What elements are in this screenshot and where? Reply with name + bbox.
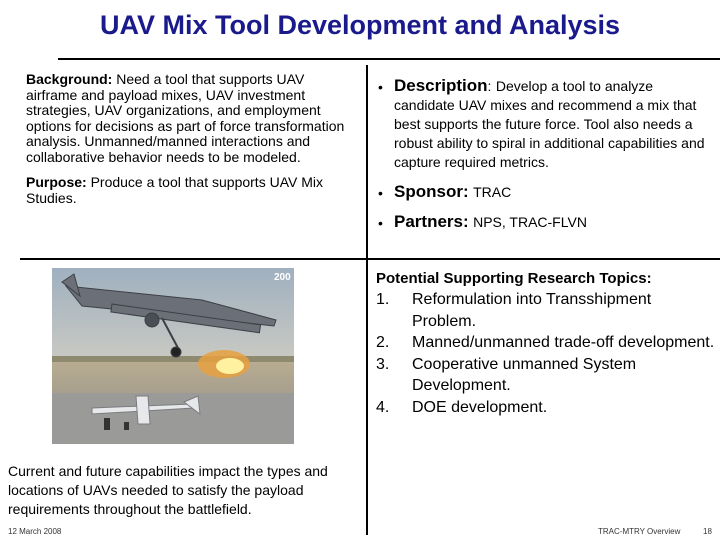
topic-text: Cooperative unmanned System Development. xyxy=(412,355,637,394)
topic-number: 3. xyxy=(376,355,390,373)
purpose-label: Purpose: xyxy=(26,174,87,190)
description-item xyxy=(376,76,716,172)
partners-label: Partners: xyxy=(394,212,469,231)
purpose-paragraph xyxy=(26,175,356,206)
bullet-icon: • xyxy=(378,215,383,231)
photo-caption: Current and future capabilities impact the types and locations of UAVs needed to satisfy the payload requirements throughout the battlefield. xyxy=(8,463,328,517)
photo-year-label: 200 xyxy=(274,272,291,283)
list-item xyxy=(376,332,716,354)
page-number: 18 xyxy=(703,527,712,536)
project-info-list xyxy=(376,76,716,242)
description-colon: : xyxy=(487,78,492,94)
topic-number: 1. xyxy=(376,291,390,308)
background-paragraph xyxy=(26,72,356,165)
partners-item xyxy=(376,212,716,232)
description-label: Description xyxy=(394,76,488,95)
list-item xyxy=(376,397,716,419)
sponsor-text: TRAC xyxy=(473,184,512,200)
list-item xyxy=(376,354,716,397)
topic-text: DOE development. xyxy=(412,398,548,416)
bullet-icon: • xyxy=(378,79,383,95)
topics-list xyxy=(376,289,716,418)
list-item xyxy=(376,289,716,332)
bullet-icon: • xyxy=(378,185,383,201)
topic-text: Manned/unmanned trade-off development. xyxy=(412,334,715,351)
uav-photo xyxy=(52,268,294,444)
partners-text: NPS, TRAC-FLVN xyxy=(473,214,587,230)
footer-date: 12 March 2008 xyxy=(8,527,62,536)
background-text: Need a tool that supports UAV airframe and payload mixes, UAV investment strategies, UAV organizations, and employment options for decisions as part of force transformation analysis. Unmanned/manned interactions and collaborative behavior needs to be modeled. xyxy=(26,71,345,165)
purpose-text: Produce a tool that supports UAV Mix Studies. xyxy=(26,174,323,206)
topic-number: 4. xyxy=(376,398,390,416)
topic-number: 2. xyxy=(376,334,390,351)
background-label: Background: xyxy=(26,71,113,87)
description-text: Develop a tool to analyze candidate UAV mixes and recommend a mix that best supports the future force. Tool also needs a robust ability to spiral in additional capabilities and capture required metrics. xyxy=(394,78,705,170)
center-divider xyxy=(366,65,368,535)
footer-title: TRAC-MTRY Overview xyxy=(598,527,681,536)
mid-divider xyxy=(20,258,720,260)
research-topics-section xyxy=(376,270,716,418)
sponsor-label: Sponsor: xyxy=(394,182,469,201)
title-divider xyxy=(58,58,720,60)
sponsor-item xyxy=(376,182,716,202)
topic-text: Reformulation into Transshipment Problem. xyxy=(412,291,652,330)
page-title: UAV Mix Tool Development and Analysis xyxy=(99,10,621,40)
topics-heading: Potential Supporting Research Topics: xyxy=(376,270,652,287)
background-section xyxy=(26,72,356,216)
